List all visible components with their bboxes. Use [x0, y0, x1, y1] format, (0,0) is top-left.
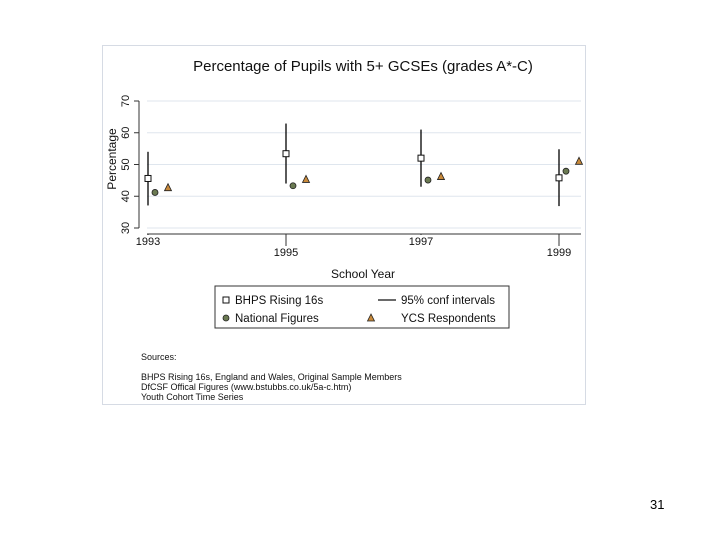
bhps-point [418, 155, 424, 161]
legend-label: BHPS Rising 16s [235, 295, 324, 307]
x-axis-label: School Year [330, 267, 396, 281]
sources-note [141, 352, 402, 402]
chart-figure [102, 45, 586, 405]
national-point [425, 177, 431, 183]
legend-label: National Figures [235, 313, 319, 325]
ycs-point [165, 184, 172, 191]
national-point [290, 183, 296, 189]
bhps-point [556, 175, 562, 181]
y-tick-label: 30 [120, 221, 132, 235]
bhps-point [283, 151, 289, 157]
ycs-point [303, 175, 310, 182]
x-axis-ticks [136, 234, 571, 259]
legend-label: YCS Respondents [401, 313, 496, 325]
source-line: DfCSF Offical Figures (www.bstubbs.co.uk/5a-c.htm) [141, 382, 352, 392]
legend-symbol-bhps [223, 297, 229, 303]
y-axis-ticks [120, 95, 139, 234]
national-point [563, 168, 569, 174]
sources-heading: Sources: [141, 352, 177, 362]
y-axis-label: Percentage [105, 128, 119, 190]
ycs-point [438, 173, 445, 180]
y-tick-label: 50 [120, 158, 132, 171]
legend-label: 95% conf intervals [401, 295, 495, 307]
national-point [152, 189, 158, 195]
chart-title: Percentage of Pupils with 5+ GCSEs (grades A*-C) [193, 58, 533, 75]
ycs-point [576, 157, 583, 164]
bhps-point [145, 175, 151, 181]
y-tick-label: 60 [120, 126, 132, 139]
legend-symbol-national [223, 315, 229, 321]
slide-number: 31 [650, 497, 665, 512]
source-line: BHPS Rising 16s, England and Wales, Original Sample Members [141, 372, 402, 382]
y-tick-label: 40 [120, 190, 132, 203]
x-tick-label: 1993 [135, 236, 161, 248]
x-tick-label: 1999 [546, 247, 572, 259]
y-tick-label: 70 [120, 94, 132, 108]
grid-lines [147, 101, 581, 228]
x-tick-label: 1995 [273, 247, 299, 259]
x-tick-label: 1997 [408, 236, 434, 248]
source-line: Youth Cohort Time Series [141, 392, 244, 402]
